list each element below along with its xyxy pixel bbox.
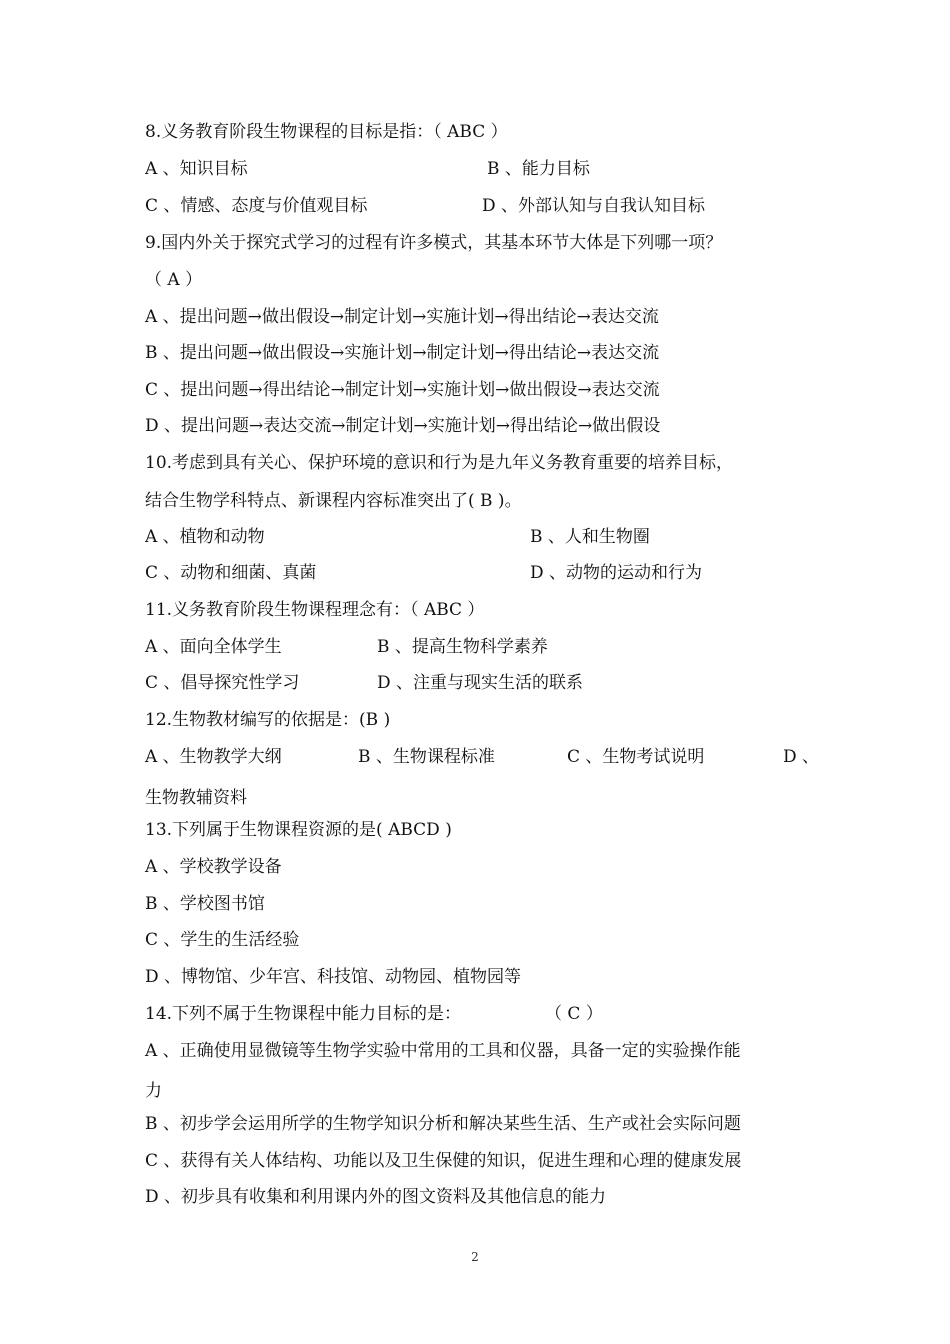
q12-option-d-text: 生物教辅资料 — [145, 788, 247, 808]
q9-option-d: D 、提出问题→表达交流→制定计划→实施计划→得出结论→做出假设 — [145, 416, 661, 436]
q14-answer: （ C ） — [545, 1004, 603, 1024]
q11-options-row1 — [145, 635, 845, 659]
q10-stem-line1: 10.考虑到具有关心、保护环境的意识和行为是九年义务教育重要的培养目标， — [145, 453, 734, 473]
q11-option-a: A 、面向全体学生 — [145, 637, 282, 657]
q8-options-row1 — [145, 157, 845, 181]
q10-option-a: A 、植物和动物 — [145, 527, 265, 547]
q8-option-a: A 、知识目标 — [145, 159, 248, 179]
q14-stem: 14.下列不属于生物课程中能力目标的是： — [145, 1004, 462, 1024]
q10-option-d: D 、动物的运动和行为 — [530, 563, 703, 583]
q9-stem: 9.国内外关于探究式学习的过程有许多模式，其基本环节大体是下列哪一项？ — [145, 233, 723, 253]
q14-option-d: D 、初步具有收集和利用课内外的图文资料及其他信息的能力 — [145, 1187, 607, 1207]
q14-option-a-line1: A 、正确使用显微镜等生物学实验中常用的工具和仪器，具备一定的实验操作能 — [145, 1041, 741, 1061]
q8-option-d: D 、外部认知与自我认知目标 — [482, 196, 706, 216]
q14-option-a-line2: 力 — [145, 1081, 162, 1101]
q8-option-b: B 、能力目标 — [487, 159, 590, 179]
q9-option-c: C 、提出问题→得出结论→制定计划→实施计划→做出假设→表达交流 — [145, 380, 660, 400]
q8-options-row2 — [145, 194, 845, 218]
q12-option-d-marker: D 、 — [783, 747, 820, 767]
q10-option-c: C 、动物和细菌、真菌 — [145, 563, 317, 583]
q9-option-b: B 、提出问题→做出假设→实施计划→制定计划→得出结论→表达交流 — [145, 343, 660, 363]
q10-options-row1 — [145, 525, 845, 549]
q12-option-a: A 、生物教学大纲 — [145, 747, 282, 767]
q13-option-d: D 、博物馆、少年宫、科技馆、动物园、植物园等 — [145, 967, 522, 987]
q12-option-b: B 、生物课程标准 — [358, 747, 495, 767]
q13-option-c: C 、学生的生活经验 — [145, 930, 300, 950]
q12-options-row — [145, 745, 820, 769]
q9-answer: （ A ） — [145, 270, 203, 290]
q10-option-b: B 、人和生物圈 — [530, 527, 650, 547]
q8-stem: 8.义务教育阶段生物课程的目标是指：（ ABC ） — [145, 122, 508, 142]
q12-stem: 12.生物教材编写的依据是：(B ) — [145, 710, 391, 730]
q14-option-b: B 、初步学会运用所学的生物学知识分析和解决某些生活、生产或社会实际问题 — [145, 1114, 741, 1134]
q11-option-c: C 、倡导探究性学习 — [145, 673, 300, 693]
q12-option-c: C 、生物考试说明 — [567, 747, 705, 767]
page-number: 2 — [471, 1250, 479, 1264]
q10-stem-line2: 结合生物学科特点、新课程内容标准突出了( B )。 — [145, 491, 522, 511]
q14-stem-row — [145, 1002, 845, 1026]
q10-options-row2 — [145, 561, 845, 585]
q13-stem: 13.下列属于生物课程资源的是( ABCD ) — [145, 820, 452, 840]
q9-option-a: A 、提出问题→做出假设→制定计划→实施计划→得出结论→表达交流 — [145, 307, 659, 327]
q11-option-d: D 、注重与现实生活的联系 — [377, 673, 584, 693]
q11-stem: 11.义务教育阶段生物课程理念有：（ ABC ） — [145, 600, 485, 620]
q13-option-b: B 、学校图书馆 — [145, 894, 265, 914]
q8-option-c: C 、情感、态度与价值观目标 — [145, 196, 368, 216]
q11-options-row2 — [145, 671, 845, 695]
q13-option-a: A 、学校教学设备 — [145, 857, 282, 877]
q14-option-c: C 、获得有关人体结构、功能以及卫生保健的知识，促进生理和心理的健康发展 — [145, 1151, 742, 1171]
q11-option-b: B 、提高生物科学素养 — [377, 637, 548, 657]
